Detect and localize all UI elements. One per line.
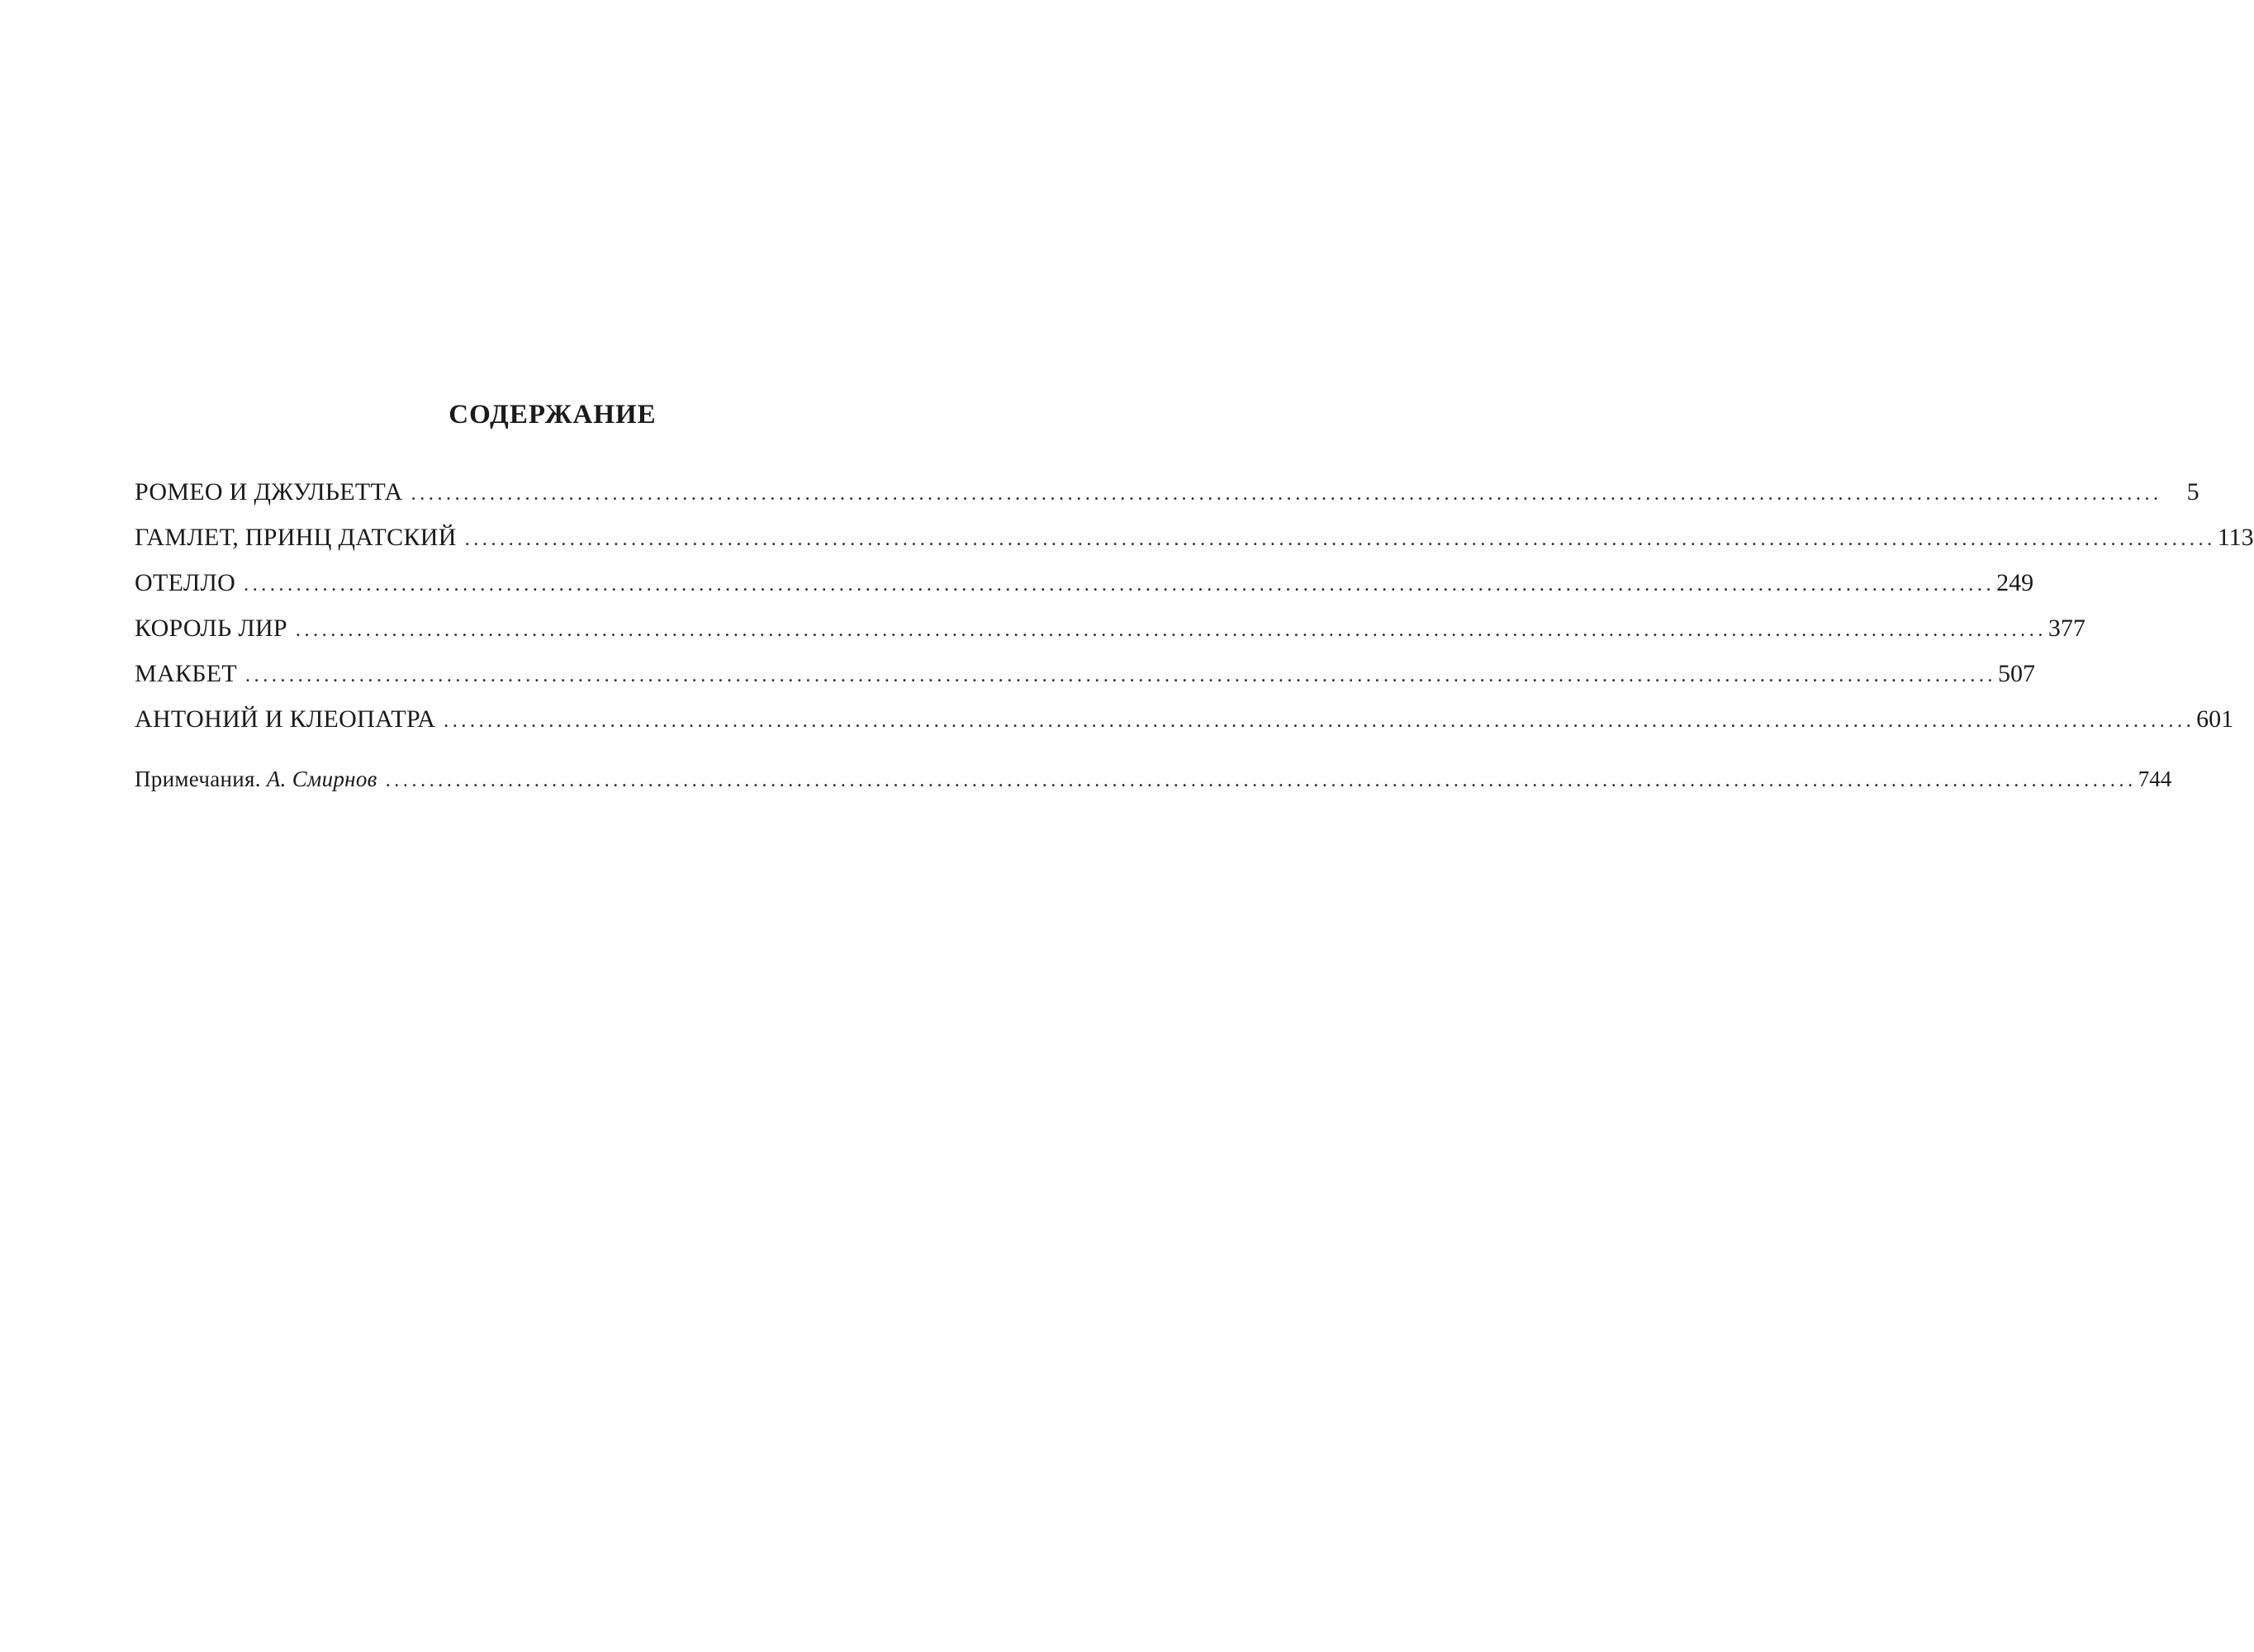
toc-entry-title: ГАМЛЕТ, ПРИНЦ ДАТСКИЙ	[135, 524, 457, 551]
toc-entry[interactable]	[135, 515, 2254, 560]
toc-entry[interactable]	[135, 469, 2199, 515]
table-of-contents	[135, 393, 2254, 802]
toc-entry[interactable]	[135, 696, 2234, 742]
toc-entry-title: КОРОЛЬ ЛИР	[135, 615, 287, 642]
toc-entry-notes[interactable]	[135, 757, 2172, 802]
toc-list	[135, 469, 2254, 802]
toc-entry-title: МАКБЕТ	[135, 660, 238, 687]
toc-entry-page: 249	[1996, 569, 2034, 596]
dot-leader: ........................................................................................................................................................................................................	[385, 770, 2137, 791]
notes-label: Примечания.	[135, 767, 261, 791]
dot-leader: ........................................................................................................................................................................................................	[444, 710, 2195, 732]
toc-entry-page: 113	[2217, 524, 2254, 551]
toc-heading: СОДЕРЖАНИЕ	[448, 400, 657, 430]
dot-leader: ........................................................................................................................................................................................................	[464, 529, 2216, 550]
toc-notes-title	[135, 757, 386, 802]
toc-entry-title: ОТЕЛЛО	[135, 569, 236, 596]
toc-entry-page: 744	[2138, 767, 2172, 791]
toc-entry-page: 377	[2048, 615, 2086, 642]
toc-entry-page: 601	[2196, 705, 2234, 733]
toc-entry-page: 507	[1998, 660, 2036, 687]
dot-leader: ........................................................................................................................................................................................................	[244, 574, 1995, 596]
toc-entry-title: РОМЕО И ДЖУЛЬЕТТА	[135, 478, 403, 506]
toc-entry[interactable]	[135, 605, 2086, 651]
dot-leader: ........................................................................................................................................................................................................	[295, 620, 2047, 641]
toc-entry[interactable]	[135, 560, 2034, 605]
dot-leader: ........................................................................................................................................................................................................	[410, 483, 2162, 505]
dot-leader: ........................................................................................................................................................................................................	[245, 665, 1997, 686]
toc-entry[interactable]	[135, 651, 2036, 696]
toc-entry-title: АНТОНИЙ И КЛЕОПАТРА	[135, 705, 436, 733]
toc-entry-page: 5	[2186, 478, 2199, 506]
notes-author: А. Смирнов	[266, 767, 377, 791]
